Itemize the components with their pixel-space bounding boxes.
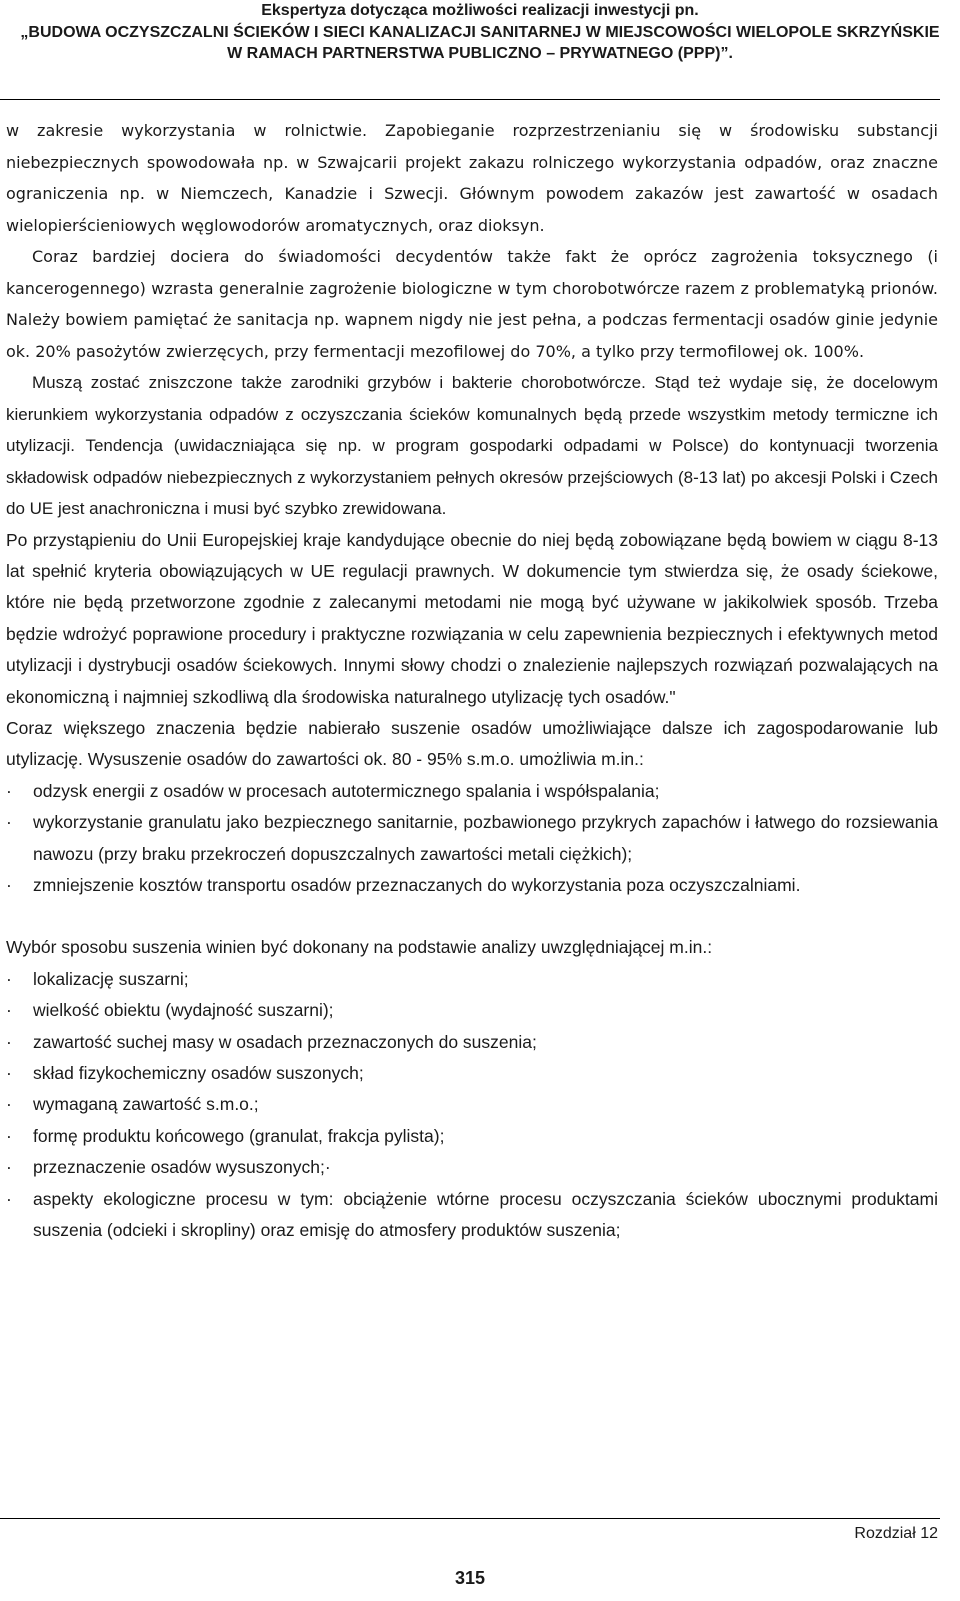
header-divider bbox=[0, 99, 940, 100]
list-item: · zmniejszenie kosztów transportu osadów przeznaczanych do wykorzystania poza oczyszczalniami. bbox=[6, 870, 938, 901]
list-item: · lokalizację suszarni; bbox=[6, 964, 938, 995]
bullet-icon: · bbox=[6, 1063, 12, 1083]
bullet-icon: · bbox=[6, 1031, 12, 1052]
spacer bbox=[6, 901, 938, 932]
header-line-2: „BUDOWA OCZYSZCZALNI ŚCIEKÓW I SIECI KANALIZACJI SANITARNEJ W MIEJSCOWOŚCI WIELOPOLE SKRZYŃSKIE bbox=[20, 24, 940, 41]
list-item: · wymaganą zawartość s.m.o.; bbox=[6, 1089, 938, 1120]
header-line-1: Ekspertyza dotycząca możliwości realizacji inwestycji pn. bbox=[261, 2, 699, 19]
bullet-icon: · bbox=[6, 1000, 12, 1021]
paragraph-3: Muszą zostać zniszczone także zarodniki grzybów i bakterie chorobotwórcze. Stąd też wydaje się, że docelowym kierunkiem wykorzystania odpadów z oczyszczania ścieków komunalnych będą przede wszystkim metody termiczne ich utylizacji. Tendencja (uwidaczniająca się np. w program gospodarki odpadami w Polsce) do kontynuacji tworzenia składowisk odpadów niebezpiecznych z wykorzystaniem pełnych okresów przejściowych (8-13 lat) po akcesji Polski i Czech do UE jest anachroniczna i musi być szybko zrewidowana. bbox=[6, 373, 938, 518]
bullet-icon: · bbox=[6, 1188, 12, 1209]
chapter-label: Rozdział 12 bbox=[854, 1525, 938, 1542]
benefits-list bbox=[6, 776, 938, 902]
list-item: · wykorzystanie granulatu jako bezpiecznego sanitarnie, pozbawionego przykrych zapachów i łatwego do rozsiewania nawozu (przy braku przekroczeń dopuszczalnych zawartości metali ciężkich); bbox=[6, 807, 938, 870]
bullet-icon: · bbox=[6, 780, 12, 801]
header-line-3: W RAMACH PARTNERSTWA PUBLICZNO – PRYWATNEGO (PPP)”. bbox=[227, 45, 733, 62]
page-number: 315 bbox=[454, 1568, 486, 1588]
list-item: · odzysk energii z osadów w procesach autotermicznego spalania i współspalania; bbox=[6, 776, 938, 807]
paragraph-5: Coraz większego znaczenia będzie nabierało suszenie osadów umożliwiające dalsze ich zagospodarowanie lub utylizację. Wysuszenie osadów do zawartości ok. 80 - 95% s.m.o. umożliwia m.in.: bbox=[6, 717, 938, 770]
bullet-icon: · bbox=[6, 968, 12, 989]
bullet-icon: · bbox=[6, 1125, 12, 1146]
bullet-icon: · bbox=[6, 812, 12, 833]
bullet-icon: · bbox=[6, 874, 12, 895]
footer-divider bbox=[0, 1518, 940, 1519]
list-item: · wielkość obiektu (wydajność suszarni); bbox=[6, 995, 938, 1026]
paragraph-4: Po przystąpieniu do Unii Europejskiej kraje kandydujące obecnie do niej będą zobowiązane będą bowiem w ciągu 8-13 lat spełnić kryteria obowiązujących w UE regulacji prawnych. W dokumencie tym stwierdza się, że osady ściekowe, które nie będą przetworzone zgodnie z zalecanymi metodami nie mogą być używane w jakikolwiek sposób. Trzeba będzie wdrożyć poprawione procedury i praktyczne rozwiązania w celu zapewnienia bezpiecznych i efektywnych metod utylizacji i dystrybucji osadów ściekowych. Innymi słowy chodzi o znalezienie najlepszych rozwiązań pozwalających na ekonomiczną i najmniej szkodliwą dla środowiska naturalnego utylizację tych osadów." bbox=[6, 529, 938, 707]
bullet-icon: · bbox=[6, 1157, 12, 1178]
paragraph-2: Coraz bardziej dociera do świadomości decydentów także fakt że oprócz zagrożenia toksycznego (i kancerogennego) wzrasta generalnie zagrożenie biologiczne w tym chorobotwórcze razem z problematyką prionów. Należy bowiem pamiętać że sanitacja np. wapnem nigdy nie jest pełna, a podczas fermentacji osadów ginie jedynie ok. 20% pasożytów zwierzęcych, przy fermentacji mezofilowej do 70%, a tylko przy termofilowej ok. 100%. bbox=[6, 247, 938, 361]
paragraph-1: w zakresie wykorzystania w rolnictwie. Zapobieganie rozprzestrzenianiu się w środowisku substancji niebezpiecznych spowodowała np. w Szwajcarii projekt zakazu rolniczego wykorzystania odpadów, oraz znaczne ograniczenia np. w Niemczech, Kanadzie i Szwecji. Głównym powodem zakazów jest zawartość w osadach wielopierścieniowych węglowodorów aromatycznych, oraz dioksyn. bbox=[6, 121, 938, 235]
criteria-list bbox=[6, 964, 938, 1247]
list-item: · aspekty ekologiczne procesu w tym: obciążenie wtórne procesu oczyszczania ścieków ubocznymi produktami suszenia (odcieki i skropliny) oraz emisję do atmosfery produktów suszenia; bbox=[6, 1184, 938, 1247]
list-item: · zawartość suchej masy w osadach przeznaczonych do suszenia; bbox=[6, 1027, 938, 1058]
body-text bbox=[6, 115, 938, 1246]
paragraph-6: Wybór sposobu suszenia winien być dokonany na podstawie analizy uwzględniającej m.in.: bbox=[6, 937, 713, 958]
list-item: · skład fizykochemiczny osadów suszonych; bbox=[6, 1058, 938, 1089]
list-item: · formę produktu końcowego (granulat, frakcja pylista); bbox=[6, 1121, 938, 1152]
list-item: · przeznaczenie osadów wysuszonych;· bbox=[6, 1152, 938, 1183]
bullet-icon: · bbox=[6, 1094, 12, 1115]
